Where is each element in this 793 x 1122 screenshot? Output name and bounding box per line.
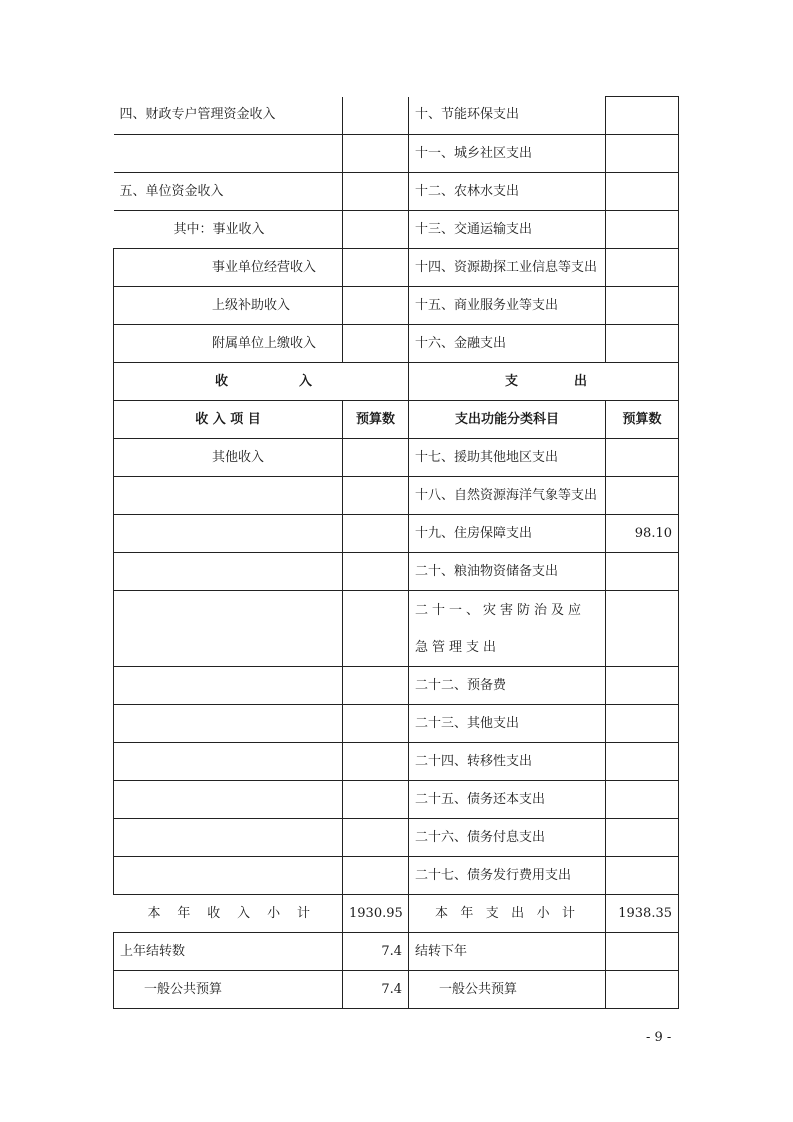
budget-table — [113, 96, 679, 1009]
income-amount-cell — [343, 819, 409, 857]
table-row — [114, 515, 679, 553]
income-item-cell: 五、单位资金收入 — [114, 173, 343, 211]
income-item-cell — [114, 135, 343, 173]
expense-amount-cell — [606, 97, 679, 135]
subtotal-char: 年 — [177, 905, 191, 921]
income-amount-cell — [343, 553, 409, 591]
income-amount-cell — [343, 135, 409, 173]
income-header-char: 收 — [215, 373, 229, 389]
table-row — [114, 819, 679, 857]
income-item-cell: 一般公共预算 — [114, 971, 343, 1009]
expense-item-cell: 二十六、债务付息支出 — [409, 819, 606, 857]
subtotal-char: 收 — [207, 905, 221, 921]
table-row — [114, 211, 679, 249]
table-row — [114, 743, 679, 781]
expense-item-cell: 十四、资源勘探工业信息等支出 — [409, 249, 606, 287]
expense-item-cell: 十五、商业服务业等支出 — [409, 287, 606, 325]
expense-amount-cell: 98.10 — [606, 515, 679, 553]
income-amount-cell — [343, 477, 409, 515]
income-amount-cell — [343, 857, 409, 895]
column-header-row — [114, 401, 679, 439]
expense-item-cell: 结转下年 — [409, 933, 606, 971]
expense-item-cell: 二十一、灾害防治及应急管理支出 — [409, 591, 606, 667]
expense-amount-cell — [606, 819, 679, 857]
expense-amount-cell — [606, 135, 679, 173]
income-item-cell — [114, 667, 343, 705]
income-amount-header: 预算数 — [343, 401, 409, 439]
income-item-cell — [114, 553, 343, 591]
subtotal-char: 计 — [561, 905, 575, 921]
expense-header-char: 支 — [505, 373, 519, 389]
expense-item-cell: 十、节能环保支出 — [409, 97, 606, 135]
expense-amount-cell — [606, 211, 679, 249]
subtotal-char: 本 — [147, 905, 161, 921]
expense-amount-cell — [606, 325, 679, 363]
expense-item-cell: 二十二、预备费 — [409, 667, 606, 705]
expense-amount-cell — [606, 857, 679, 895]
table-row — [114, 439, 679, 477]
table-row — [114, 705, 679, 743]
income-section-header — [114, 363, 409, 401]
income-amount-cell: 7.4 — [343, 971, 409, 1009]
expense-amount-cell — [606, 287, 679, 325]
expense-item-cell: 二十五、债务还本支出 — [409, 781, 606, 819]
expense-amount-cell — [606, 477, 679, 515]
expense-item-cell: 一般公共预算 — [409, 971, 606, 1009]
income-subtotal-label — [114, 895, 343, 933]
table-row — [114, 477, 679, 515]
income-item-cell: 附属单位上缴收入 — [114, 325, 343, 363]
income-item-cell: 其他收入 — [114, 439, 343, 477]
subtotal-char: 计 — [296, 905, 310, 921]
expense-item-cell: 十二、农林水支出 — [409, 173, 606, 211]
expense-item-cell: 十八、自然资源海洋气象等支出 — [409, 477, 606, 515]
table-row — [114, 857, 679, 895]
income-amount-cell — [343, 743, 409, 781]
expense-amount-cell — [606, 743, 679, 781]
table-row — [114, 325, 679, 363]
expense-item-cell: 二十四、转移性支出 — [409, 743, 606, 781]
income-amount-cell — [343, 97, 409, 135]
income-amount-cell — [343, 781, 409, 819]
income-item-cell — [114, 515, 343, 553]
expense-item-header: 支出功能分类科目 — [409, 401, 606, 439]
expense-item-cell: 十七、援助其他地区支出 — [409, 439, 606, 477]
expense-item-cell: 十九、住房保障支出 — [409, 515, 606, 553]
table-row — [114, 287, 679, 325]
table-row — [114, 667, 679, 705]
expense-amount-cell — [606, 439, 679, 477]
income-item-header: 收 入 项 目 — [114, 401, 343, 439]
income-header-char: 入 — [298, 373, 312, 389]
expense-item-cell: 二十、粮油物资储备支出 — [409, 553, 606, 591]
table-row — [114, 249, 679, 287]
income-item-cell: 上年结转数 — [114, 933, 343, 971]
income-item-cell — [114, 781, 343, 819]
expense-amount-header: 预算数 — [606, 401, 679, 439]
expense-amount-cell — [606, 173, 679, 211]
income-item-cell — [114, 819, 343, 857]
income-item-cell — [114, 857, 343, 895]
expense-item-cell: 二十七、债务发行费用支出 — [409, 857, 606, 895]
expense-amount-cell — [606, 667, 679, 705]
income-amount-cell — [343, 325, 409, 363]
expense-amount-cell — [606, 591, 679, 667]
expense-amount-cell — [606, 705, 679, 743]
income-amount-cell — [343, 515, 409, 553]
income-amount-cell — [343, 211, 409, 249]
expense-amount-cell — [606, 781, 679, 819]
subtotal-char: 小 — [536, 905, 550, 921]
expense-section-header — [409, 363, 679, 401]
income-item-cell: 其中：事业收入 — [114, 211, 343, 249]
subtotal-char: 出 — [511, 905, 525, 921]
income-amount-cell — [343, 591, 409, 667]
subtotal-char: 年 — [460, 905, 474, 921]
income-item-cell — [114, 743, 343, 781]
income-amount-cell — [343, 439, 409, 477]
subtotal-char: 本 — [435, 905, 449, 921]
income-amount-cell — [343, 249, 409, 287]
expense-subtotal-label — [409, 895, 606, 933]
expense-item-cell: 二十三、其他支出 — [409, 705, 606, 743]
income-item-cell: 四、财政专户管理资金收入 — [114, 97, 343, 135]
expense-amount-cell — [606, 249, 679, 287]
expense-amount-cell — [606, 933, 679, 971]
expense-item-cell: 十一、城乡社区支出 — [409, 135, 606, 173]
income-amount-cell — [343, 667, 409, 705]
expense-amount-cell — [606, 553, 679, 591]
subtotal-char: 入 — [237, 905, 251, 921]
table-row — [114, 591, 679, 667]
income-item-cell — [114, 477, 343, 515]
section-header-row — [114, 363, 679, 401]
income-item-cell: 上级补助收入 — [114, 287, 343, 325]
income-item-cell: 事业单位经营收入 — [114, 249, 343, 287]
expense-item-cell: 十三、交通运输支出 — [409, 211, 606, 249]
subtotal-char: 小 — [267, 905, 281, 921]
income-amount-cell — [343, 705, 409, 743]
expense-amount-cell — [606, 971, 679, 1009]
page-number: - 9 - — [646, 1030, 672, 1045]
table-row — [114, 97, 679, 135]
income-amount-cell — [343, 173, 409, 211]
table-row — [114, 135, 679, 173]
expense-item-cell: 十六、金融支出 — [409, 325, 606, 363]
table-row — [114, 553, 679, 591]
table-row — [114, 173, 679, 211]
income-amount-cell — [343, 287, 409, 325]
subtotal-row — [114, 895, 679, 933]
table-row — [114, 971, 679, 1009]
subtotal-char: 支 — [485, 905, 499, 921]
income-subtotal-amount: 1930.95 — [343, 895, 409, 933]
table-row — [114, 933, 679, 971]
income-item-cell — [114, 591, 343, 667]
expense-subtotal-amount: 1938.35 — [606, 895, 679, 933]
expense-header-char: 出 — [573, 373, 587, 389]
table-row — [114, 781, 679, 819]
income-item-cell — [114, 705, 343, 743]
income-amount-cell: 7.4 — [343, 933, 409, 971]
